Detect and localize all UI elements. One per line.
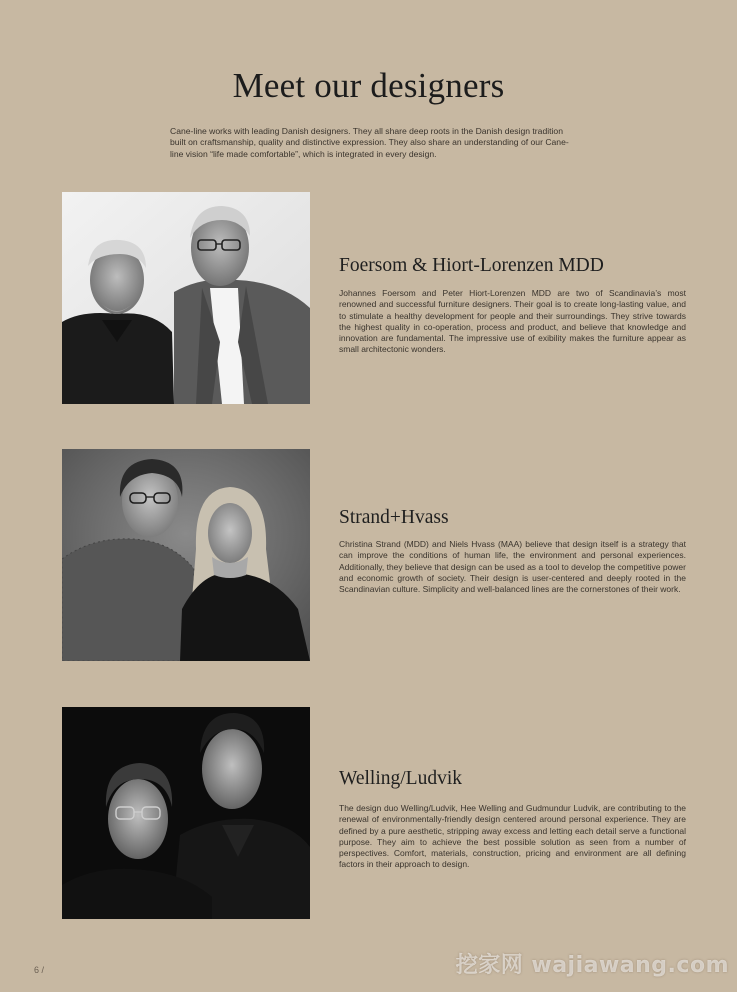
designer-photo-strand-hvass — [62, 449, 310, 661]
page-title: Meet our designers — [232, 66, 505, 105]
designer-photo-foersom-hiort-lorenzen — [62, 192, 310, 404]
designer-description-welling-ludvik: The design duo Welling/Ludvik, Hee Welling and Gudmundur Ludvik, are contributing to the renewal of environmentally-friendly design centered around personal experience. They are defined by a pure aesthetic, stripping away excess and letting each detail serve a functional purpose. They aim to achieve the best possible solution as seen from a number of perspectives. Comfort, materials, construction, pricing and environment are all defining factors in their approach to design. — [339, 803, 686, 870]
designer-description-strand-hvass: Christina Strand (MDD) and Niels Hvass (MAA) believe that design itself is a strategy that can improve the conditions of human life, the environment and personal experiences. Additionally, they believe that design can be used as a tool to develop the competitive power and economic growth of society. Their design is user-centered and deeply rooted in the Scandinavian culture. Simplicity and well-balanced lines are the cornerstones of their work. — [339, 539, 686, 595]
watermark: 挖家网 wajiawang.com — [455, 953, 729, 978]
designer-description-foersom-hiort-lorenzen: Johannes Foersom and Peter Hiort-Lorenzen MDD are two of Scandinavia’s most renowned and successful furniture designers. Their goal is to create long-lasting value, and to stimulate a healthy development for people and their surroundings. They strive towards the highest quality in co-operation, process and product, and believe that knowledge and innovation are fundamental. The impressive use of exibility makes the furniture appear as small architectonic wonders. — [339, 288, 686, 355]
designer-name-welling-ludvik: Welling/Ludvik — [339, 768, 462, 789]
designer-photo-welling-ludvik — [62, 707, 310, 919]
page-number: 6 / — [34, 965, 45, 975]
designer-name-strand-hvass: Strand+Hvass — [339, 507, 449, 528]
designer-name-foersom-hiort-lorenzen: Foersom & Hiort-Lorenzen MDD — [339, 255, 604, 276]
intro-paragraph: Cane-line works with leading Danish designers. They all share deep roots in the Danish design tradition built on craftsmanship, quality and distinctive expression. They also share an understanding of our Cane-line vision “life made comfortable”, which is integrated in every design. — [170, 126, 569, 159]
